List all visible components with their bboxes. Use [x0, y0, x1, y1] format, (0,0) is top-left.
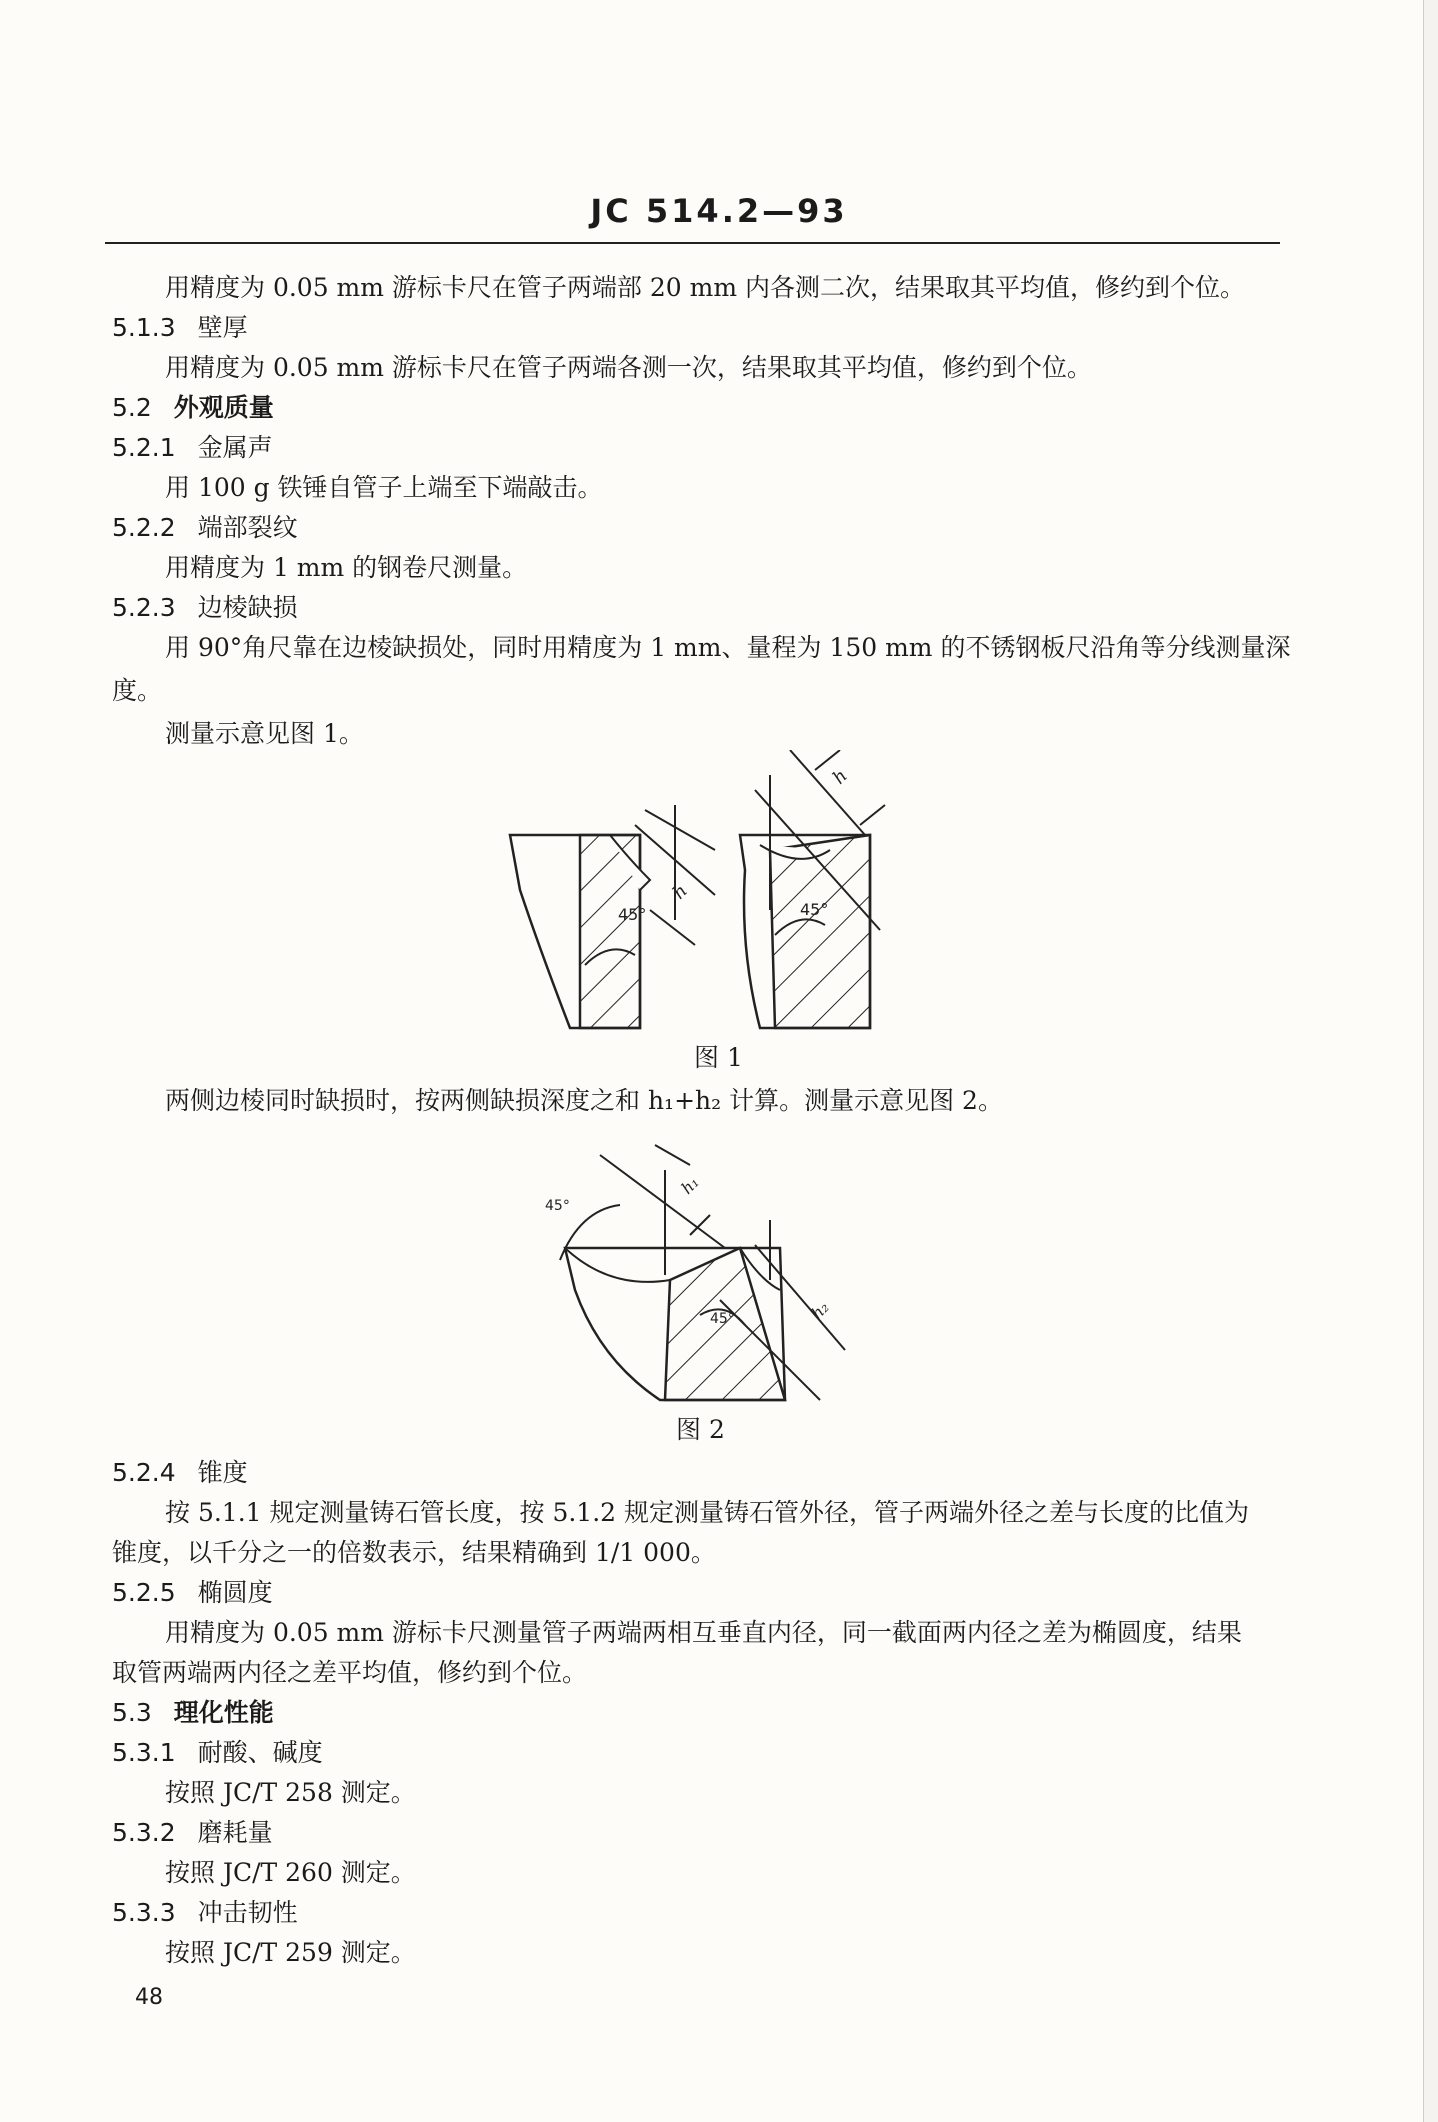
figure-2-diagram: [540, 1140, 870, 1410]
section-title: 磨耗量: [197, 1818, 273, 1847]
paragraph: 用精度为 0.05 mm 游标卡尺在管子两端部 20 mm 内各测二次，结果取其平均值，修约到个位。: [165, 273, 1245, 302]
section-title: 冲击韧性: [197, 1898, 298, 1927]
section-title: 外观质量: [173, 393, 274, 422]
figure-2-angle-top: 45°: [545, 1198, 570, 1214]
section-5-2-2: [112, 510, 298, 546]
page-edge: [1423, 0, 1438, 2122]
paragraph: 用 90°角尺靠在边棱缺损处，同时用精度为 1 mm、量程为 150 mm 的不锈钢板尺沿角等分线测量深: [165, 633, 1291, 662]
paragraph: 取管两端两内径之差平均值，修约到个位。: [112, 1658, 588, 1687]
paragraph: 用精度为 0.05 mm 游标卡尺测量管子两端两相互垂直内径，同一截面两内径之差为椭圆度，结果: [165, 1618, 1242, 1647]
figure-1-angle-right: 45°: [800, 900, 829, 919]
section-number: 5.3: [112, 1698, 152, 1727]
section-5-2: [112, 390, 274, 426]
section-title: 锥度: [197, 1458, 248, 1487]
section-5-2-1: [112, 430, 273, 466]
page-header: JC 514.2—93: [590, 192, 848, 230]
header-rule: [105, 242, 1280, 244]
section-5-3: [112, 1695, 274, 1731]
paragraph: 按照 JC/T 260 测定。: [165, 1858, 416, 1887]
section-number: 5.2.2: [112, 513, 176, 542]
paragraph: 度。: [112, 676, 163, 705]
section-number: 5.2.5: [112, 1578, 176, 1607]
figure-2-label-h1: h₁: [677, 1172, 703, 1198]
section-title: 理化性能: [173, 1698, 274, 1727]
figure-1-caption: 图 1: [694, 1043, 743, 1072]
paragraph: 用精度为 0.05 mm 游标卡尺在管子两端各测一次，结果取其平均值，修约到个位。: [165, 353, 1092, 382]
section-title: 壁厚: [197, 313, 248, 342]
section-5-1-3: [112, 310, 248, 346]
section-5-2-5: [112, 1575, 273, 1611]
paragraph: 按 5.1.1 规定测量铸石管长度，按 5.1.2 规定测量铸石管外径，管子两端外径之差与长度的比值为: [165, 1498, 1250, 1527]
figure-2-caption: 图 2: [676, 1415, 725, 1444]
page-number: 48: [135, 1985, 163, 2010]
section-number: 5.2.1: [112, 433, 176, 462]
paragraph: 锥度，以千分之一的倍数表示，结果精确到 1/1 000。: [112, 1538, 716, 1567]
section-5-2-4: [112, 1455, 248, 1491]
figure-1-angle-left: 45°: [618, 905, 647, 924]
paragraph: 按照 JC/T 258 测定。: [165, 1778, 416, 1807]
paragraph: 按照 JC/T 259 测定。: [165, 1938, 416, 1967]
section-number: 5.3.3: [112, 1898, 176, 1927]
paragraph: 用精度为 1 mm 的钢卷尺测量。: [165, 553, 528, 582]
figure-1-label-h-left: h: [668, 880, 692, 904]
section-number: 5.1.3: [112, 313, 176, 342]
paragraph: 两侧边棱同时缺损时，按两侧缺损深度之和 h₁+h₂ 计算。测量示意见图 2。: [165, 1086, 1003, 1115]
section-title: 耐酸、碱度: [197, 1738, 323, 1767]
section-5-3-3: [112, 1895, 298, 1931]
section-number: 5.2.3: [112, 593, 176, 622]
section-title: 金属声: [197, 433, 273, 462]
figure-2-angle-bottom: 45°: [710, 1311, 735, 1327]
figure-1-label-h-right: h: [828, 765, 852, 789]
section-title: 椭圆度: [197, 1578, 273, 1607]
section-title: 边棱缺损: [197, 593, 298, 622]
section-5-2-3: [112, 590, 298, 626]
paragraph: 用 100 g 铁锤自管子上端至下端敲击。: [165, 473, 603, 502]
section-5-3-1: [112, 1735, 323, 1771]
section-title: 端部裂纹: [197, 513, 298, 542]
section-number: 5.2: [112, 393, 152, 422]
paragraph: 测量示意见图 1。: [165, 719, 364, 748]
section-5-3-2: [112, 1815, 273, 1851]
figure-1-diagram: [500, 750, 900, 1040]
section-number: 5.2.4: [112, 1458, 176, 1487]
figure-2-label-h2: h₂: [807, 1297, 833, 1323]
section-number: 5.3.2: [112, 1818, 176, 1847]
section-number: 5.3.1: [112, 1738, 176, 1767]
